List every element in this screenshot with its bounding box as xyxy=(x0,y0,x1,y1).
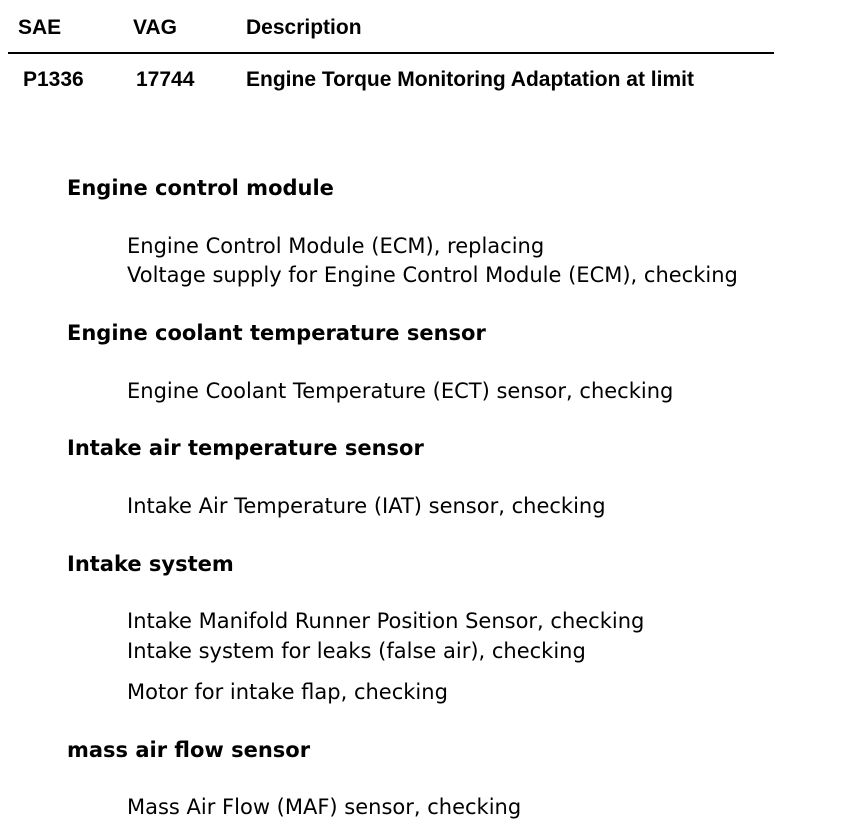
fault-description: Engine Torque Monitoring Adaptation at limit xyxy=(246,68,694,91)
vag-code: 17744 xyxy=(136,68,195,91)
list-item[interactable]: Motor for intake flap, checking xyxy=(127,680,448,704)
column-header-description: Description xyxy=(246,16,362,39)
sae-code: P1336 xyxy=(23,68,84,91)
column-header-vag: VAG xyxy=(133,16,177,39)
section-heading-intake-air-temperature-sensor: Intake air temperature sensor xyxy=(67,436,424,460)
list-item[interactable]: Engine Coolant Temperature (ECT) sensor, checking xyxy=(127,379,674,403)
list-item[interactable]: Intake Manifold Runner Position Sensor, checking xyxy=(127,609,645,633)
list-item[interactable]: Engine Control Module (ECM), replacing xyxy=(127,234,545,258)
list-item[interactable]: Intake Air Temperature (IAT) sensor, checking xyxy=(127,494,606,518)
list-item[interactable]: Intake system for leaks (false air), checking xyxy=(127,639,586,663)
section-heading-engine-coolant-temperature-sensor: Engine coolant temperature sensor xyxy=(67,321,486,345)
section-heading-intake-system: Intake system xyxy=(67,552,234,576)
list-item[interactable]: Voltage supply for Engine Control Module (ECM), checking xyxy=(127,263,738,287)
column-header-sae: SAE xyxy=(18,16,62,39)
list-item[interactable]: Mass Air Flow (MAF) sensor, checking xyxy=(127,795,522,819)
section-heading-mass-air-flow-sensor: mass air flow sensor xyxy=(67,738,311,762)
section-heading-engine-control-module: Engine control module xyxy=(67,176,334,200)
